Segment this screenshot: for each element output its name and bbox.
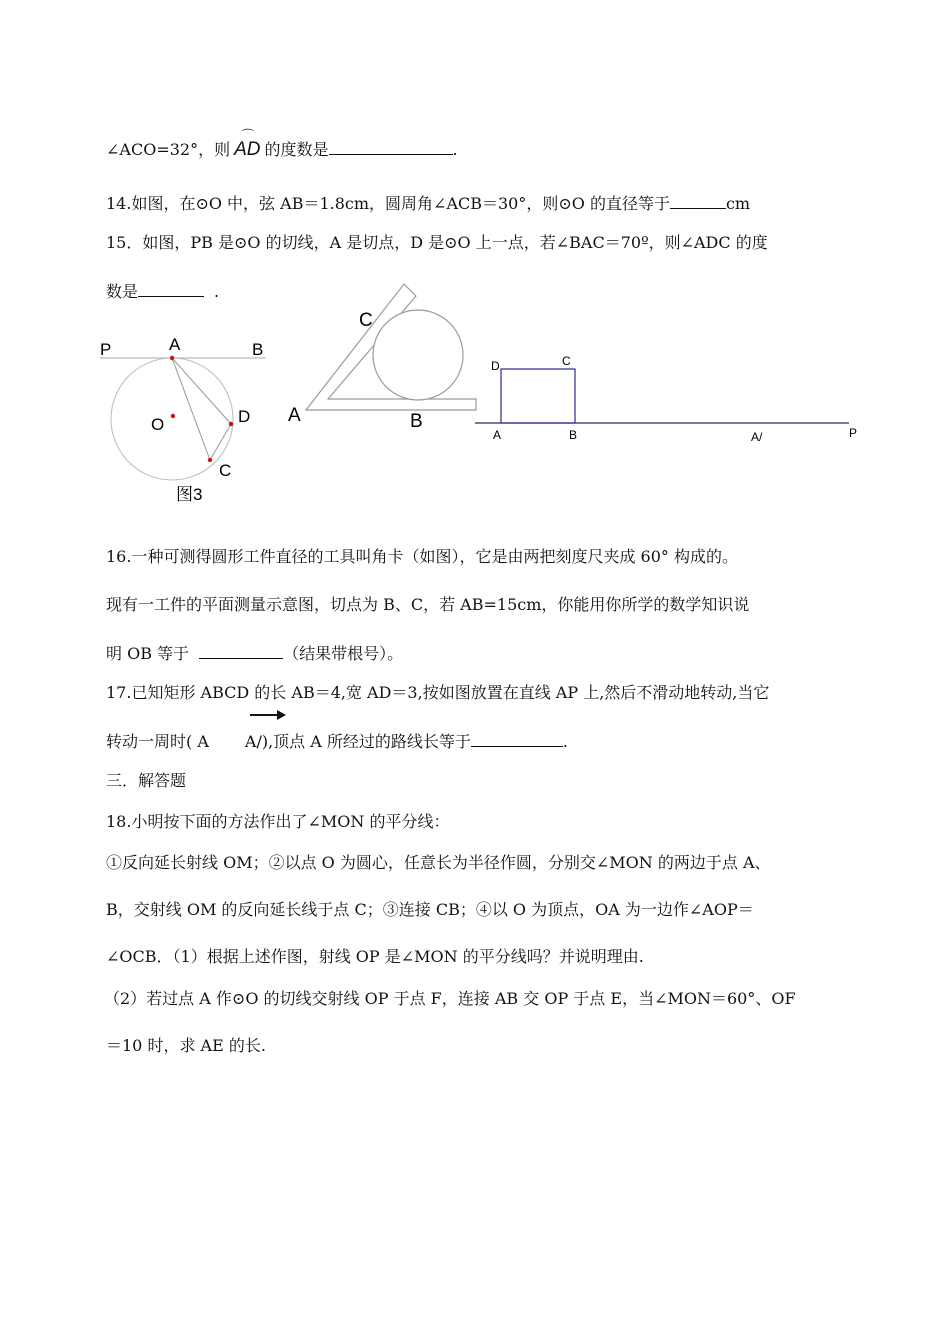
q14-text: 14.如图，在⊙O 中，弦 AB＝1.8cm，圆周角∠ACB＝30°，则⊙O 的直径等于	[106, 194, 670, 213]
arc-ad-notation	[234, 128, 261, 160]
figure-3-tangent-circle	[96, 330, 286, 510]
q18-line5	[104, 989, 796, 1009]
q16-text-2: 现有一工件的平面测量示意图，切点为 B、C，若 AB=15cm，你能用你所学的数学知识说	[106, 595, 750, 614]
point-d-dot	[229, 422, 233, 426]
label-c: C	[219, 461, 232, 480]
q17-answer-blank	[471, 730, 563, 747]
q17-text-2a: 转动一周时( A	[106, 732, 209, 751]
figure-caliper-svg	[284, 282, 484, 432]
section-3-title	[106, 771, 186, 791]
chord-ad	[172, 358, 231, 424]
rect-label-b: B	[569, 428, 578, 442]
label-b: B	[252, 340, 264, 359]
figure-caliper	[284, 282, 484, 432]
q16-line1	[106, 547, 738, 567]
figure-rect-svg	[472, 350, 872, 450]
q16-line2	[106, 595, 749, 615]
q15-line1	[106, 233, 768, 253]
q13-answer-blank	[329, 138, 453, 155]
label-o: O	[151, 415, 165, 434]
q15-line2	[106, 280, 219, 302]
q18-line3	[106, 900, 754, 920]
caliper-label-c: C	[359, 310, 373, 331]
q13-text-after: 的度数是	[264, 140, 329, 159]
q17-text-1: 17.已知矩形 ABCD 的长 AB＝4,宽 AD＝3,按如图放置在直线 AP 上,然后不滑动地转动,当它	[106, 683, 770, 702]
section-3-text: 三．解答题	[106, 771, 187, 790]
rect-label-a: A	[493, 428, 502, 442]
q13-tail-line	[106, 128, 458, 160]
q15-text-2: 数是	[106, 282, 139, 301]
q18-line1	[106, 812, 449, 832]
rect-label-a-prime: A/	[751, 430, 763, 444]
q13-text-before: ∠ACO=32°，则	[106, 140, 231, 159]
q17-text-2b: A/),顶点 A 所经过的路线长等于	[244, 732, 471, 751]
q16-text-1: 16.一种可测得圆形工件直径的工具叫角卡（如图），它是由两把刻度尺夹成 60° 构成的。	[106, 547, 738, 566]
figure-rolling-rectangle	[472, 350, 872, 450]
q13-end: .	[452, 140, 458, 159]
rect-label-d: D	[491, 359, 500, 373]
q16-line3	[106, 642, 403, 664]
caliper-label-b: B	[410, 411, 423, 432]
point-a-dot	[170, 356, 174, 360]
figure-3-caption: 图3	[176, 485, 203, 504]
q15-end: .	[214, 282, 220, 301]
rect-label-c: C	[562, 354, 571, 368]
q17-line1	[106, 683, 769, 703]
q14-unit: cm	[725, 194, 751, 213]
point-o-dot	[171, 414, 175, 418]
q18-text-3: B，交射线 OM 的反向延长线于点 C；③连接 CB；④以 O 为顶点，OA 为一边作∠AOP＝	[106, 900, 754, 919]
q18-line6	[106, 1036, 266, 1056]
q17-line2	[106, 730, 568, 752]
chord-ac	[172, 358, 210, 460]
workpiece-circle	[373, 310, 463, 400]
circle-o	[111, 358, 233, 480]
label-p: P	[100, 340, 112, 359]
q18-line2	[106, 853, 771, 873]
caliper-label-a: A	[288, 405, 301, 426]
q15-answer-blank	[138, 280, 204, 297]
point-c-dot	[208, 458, 212, 462]
figure-3-svg	[96, 330, 286, 510]
q16-answer-blank	[199, 642, 283, 659]
arc-ad-label: AD	[234, 139, 261, 160]
q16-text-3b: （结果带根号）。	[283, 644, 404, 663]
arc-mark-icon: ⌒	[241, 128, 255, 143]
rectangle-abcd	[501, 369, 575, 423]
right-arrow-icon	[249, 706, 287, 725]
q15-text-1: 15．如图，PB 是⊙O 的切线，A 是切点，D 是⊙O 上一点，若∠BAC＝70º，则∠ADC 的度	[106, 233, 768, 252]
q18-line4	[106, 947, 644, 967]
chord-dc	[210, 424, 231, 460]
rect-label-p: P	[849, 426, 858, 440]
q18-text-2: ①反向延长射线 OM；②以点 O 为圆心，任意长为半径作圆，分别交∠MON 的两边于点 A、	[106, 853, 771, 872]
q18-text-1: 18.小明按下面的方法作出了∠MON 的平分线：	[106, 812, 450, 831]
q18-text-4: ∠OCB．（1）根据上述作图，射线 OP 是∠MON 的平分线吗？并说明理由.	[106, 947, 644, 966]
q17-end: .	[562, 732, 568, 751]
label-d: D	[238, 407, 251, 426]
q18-text-6: ＝10 时，求 AE 的长.	[106, 1036, 266, 1055]
q16-text-3a: 明 OB 等于	[106, 644, 190, 663]
q14-line	[106, 192, 750, 214]
q18-text-5: （2）若过点 A 作⊙O 的切线交射线 OP 于点 F，连接 AB 交 OP 于点 E，当∠MON＝60°、OF	[104, 989, 796, 1008]
q14-answer-blank	[670, 192, 726, 209]
label-a: A	[169, 335, 181, 354]
